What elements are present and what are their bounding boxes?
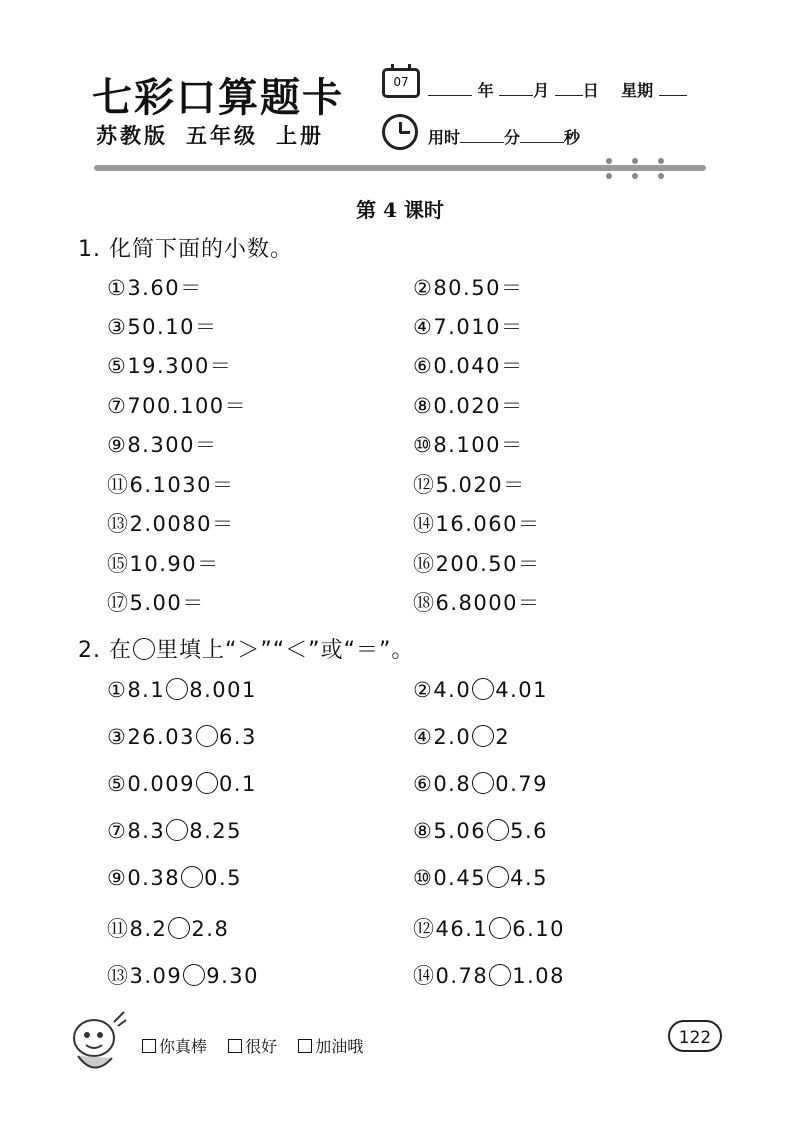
- section1-heading: 1. 化简下面的小数。: [78, 237, 293, 262]
- binder-pin-icon: [658, 158, 664, 180]
- seconds-blank[interactable]: [520, 128, 564, 143]
- compare-left: ⑨0.38: [107, 866, 181, 890]
- compare-right: 9.30: [206, 964, 260, 988]
- simplify-item: ①3.60＝: [107, 276, 203, 300]
- simplify-item: ⑬2.0080＝: [107, 512, 235, 536]
- compare-right: 8.001: [189, 678, 257, 702]
- edition-volume: 上册: [276, 124, 324, 148]
- compare-left: ⑫46.1: [413, 917, 489, 941]
- compare-right: 6.3: [218, 725, 257, 749]
- weekday-blank[interactable]: [659, 81, 687, 96]
- compare-item: [107, 819, 242, 843]
- page-number: 122: [668, 1020, 722, 1052]
- answer-circle[interactable]: [183, 964, 205, 986]
- simplify-item: ②80.50＝: [413, 276, 524, 300]
- compare-right: 1.08: [512, 964, 566, 988]
- checkbox-icon: [142, 1039, 156, 1053]
- rating-option-good[interactable]: [228, 1037, 277, 1056]
- simplify-item: ④7.010＝: [413, 315, 524, 339]
- compare-left: ⑪8.2: [107, 917, 168, 941]
- lesson-title: 第 4 课时: [356, 198, 444, 222]
- simplify-item: ⑭16.060＝: [413, 512, 541, 536]
- simplify-item: ⑧0.020＝: [413, 394, 524, 418]
- section2-heading: [78, 633, 414, 664]
- answer-circle[interactable]: [472, 725, 494, 747]
- compare-item: [107, 866, 242, 890]
- compare-right: 4.5: [510, 866, 548, 890]
- simplify-item: ⑩8.100＝: [413, 433, 524, 457]
- simplify-item: ⑥0.040＝: [413, 354, 524, 378]
- answer-circle[interactable]: [487, 819, 509, 841]
- rating-label: 你真棒: [159, 1037, 208, 1056]
- checkbox-icon: [228, 1039, 242, 1053]
- compare-right: 4.01: [495, 678, 548, 702]
- compare-left: ⑧5.06: [413, 819, 487, 843]
- compare-item: [413, 772, 548, 796]
- binder-pin-icon: [606, 158, 612, 180]
- seconds-label: 秒: [564, 128, 581, 147]
- simplify-item: ⑤19.300＝: [107, 354, 233, 378]
- calendar-icon: [382, 68, 420, 98]
- compare-right: 5.6: [510, 819, 548, 843]
- header-divider: [94, 165, 706, 171]
- simplify-item: ⑨8.300＝: [107, 433, 218, 457]
- section2-heading-pre: 2. 在: [78, 638, 132, 663]
- answer-circle[interactable]: [472, 678, 494, 700]
- section2-heading-post: 里填上“＞”“＜”或“＝”。: [155, 638, 415, 663]
- date-fields: [428, 78, 687, 101]
- time-used-label: 用时: [428, 128, 461, 147]
- compare-right: 8.25: [189, 819, 242, 843]
- answer-circle[interactable]: [489, 917, 511, 939]
- month-blank[interactable]: [499, 81, 533, 96]
- compare-item: [413, 678, 548, 702]
- answer-circle[interactable]: [196, 725, 218, 747]
- simplify-item: ⑫5.020＝: [413, 473, 526, 497]
- day-label: 日: [582, 81, 599, 100]
- checkbox-icon: [298, 1039, 312, 1053]
- minutes-label: 分: [504, 128, 521, 147]
- simplify-item: ⑦700.100＝: [107, 394, 248, 418]
- compare-item: [107, 678, 257, 702]
- time-fields: [428, 125, 580, 148]
- edition-subtitle: [96, 120, 342, 150]
- compare-right: 0.5: [204, 866, 242, 890]
- clock-icon: [382, 114, 418, 150]
- compare-item: [413, 725, 510, 749]
- compare-left: ④2.0: [413, 725, 472, 749]
- answer-circle-icon: [133, 638, 155, 660]
- compare-item: [107, 725, 257, 749]
- edition-publisher: 苏教版: [96, 124, 168, 148]
- compare-left: ⑩0.45: [413, 866, 487, 890]
- compare-right: 2: [495, 725, 511, 749]
- simplify-item: ⑯200.50＝: [413, 552, 541, 576]
- compare-left: ⑦8.3: [107, 819, 166, 843]
- card-title: 七彩口算题卡: [92, 74, 344, 121]
- compare-left: ③26.03: [107, 725, 195, 749]
- simplify-item: ⑪6.1030＝: [107, 473, 235, 497]
- compare-left: ②4.0: [413, 678, 472, 702]
- year-label: 年: [477, 81, 494, 100]
- compare-item: [413, 960, 565, 990]
- rating-label: 很好: [245, 1037, 278, 1056]
- mascot-icon: [64, 1008, 128, 1078]
- compare-right: 2.8: [191, 917, 230, 941]
- answer-circle[interactable]: [472, 772, 494, 794]
- compare-item: [413, 866, 548, 890]
- answer-circle[interactable]: [166, 678, 188, 700]
- rating-option-great[interactable]: [142, 1037, 207, 1056]
- self-rating: [142, 1034, 379, 1057]
- simplify-item: ③50.10＝: [107, 315, 218, 339]
- compare-item: [107, 960, 259, 990]
- rating-label: 加油哦: [315, 1037, 364, 1056]
- compare-item: [107, 913, 229, 943]
- answer-circle[interactable]: [487, 866, 509, 888]
- compare-right: 6.10: [512, 917, 566, 941]
- rating-option-keep-going[interactable]: [298, 1037, 363, 1056]
- weekday-label: 星期: [621, 81, 654, 100]
- compare-left: ⑬3.09: [107, 964, 183, 988]
- month-label: 月: [533, 81, 550, 100]
- compare-left: ⑭0.78: [413, 964, 489, 988]
- answer-circle[interactable]: [181, 866, 203, 888]
- simplify-item: ⑱6.8000＝: [413, 591, 541, 615]
- edition-grade: 五年级: [186, 124, 258, 148]
- compare-right: 0.79: [495, 772, 548, 796]
- year-blank[interactable]: [428, 81, 472, 96]
- compare-left: ⑤0.009: [107, 772, 195, 796]
- compare-left: ①8.1: [107, 678, 166, 702]
- compare-item: [413, 819, 548, 843]
- compare-item: [107, 772, 257, 796]
- answer-circle[interactable]: [168, 917, 190, 939]
- minutes-blank[interactable]: [460, 128, 504, 143]
- answer-circle[interactable]: [489, 964, 511, 986]
- answer-circle[interactable]: [166, 819, 188, 841]
- binder-pin-icon: [632, 158, 638, 180]
- compare-left: ⑥0.8: [413, 772, 472, 796]
- simplify-item: ⑰5.00＝: [107, 591, 205, 615]
- calendar-day: 07: [393, 75, 409, 89]
- day-blank[interactable]: [555, 81, 583, 96]
- answer-circle[interactable]: [196, 772, 218, 794]
- compare-right: 0.1: [218, 772, 257, 796]
- compare-item: [413, 913, 565, 943]
- simplify-item: ⑮10.90＝: [107, 552, 220, 576]
